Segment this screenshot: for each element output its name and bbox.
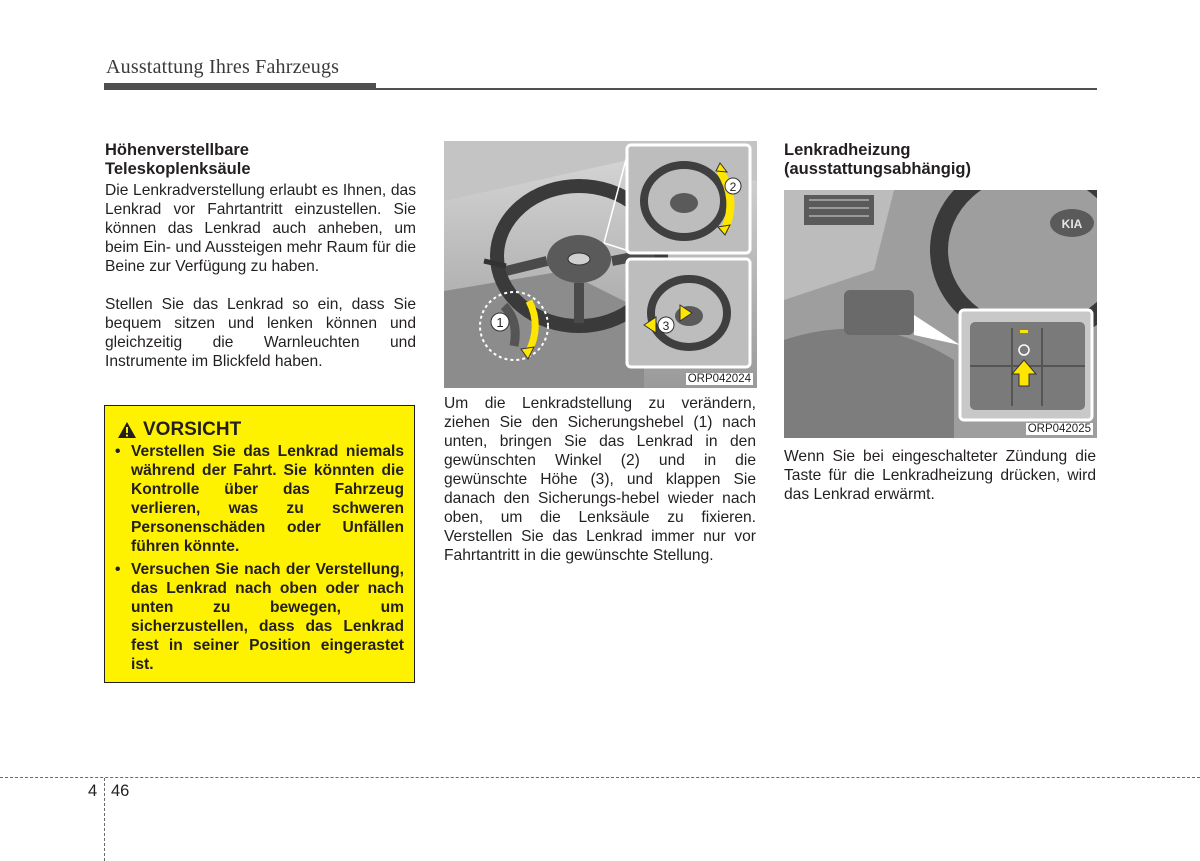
paragraph-heating: Wenn Sie bei eingeschalteter Zündung die Taste für die Lenkradheizung drücken, wird das Lenkrad erwärmt. xyxy=(784,448,1096,503)
footer-vertical-rule xyxy=(104,778,105,861)
heated-steering-illustration xyxy=(784,190,1097,438)
column-3-text xyxy=(784,447,1096,504)
heading-line-1: Lenkradheizung xyxy=(784,141,911,159)
paragraph-adjust: Stellen Sie das Lenkrad so ein, dass Sie bequem sitzen und lenken können und gleichzeitig die Warnleuchten und Instrumente im Blickfeld haben. xyxy=(105,296,416,370)
caution-box xyxy=(104,405,415,683)
figure-code: ORP042024 xyxy=(687,373,751,385)
caution-item-2: • Versuchen Sie nach der Verstellung, das Lenkrad nach oben oder nach unten zu bewegen, um sicherzustellen, dass das Lenkrad fest in seiner Position eingerastet ist. xyxy=(115,560,404,674)
section-heading-steering-column xyxy=(105,141,416,179)
footer-chapter-number: 4 xyxy=(88,782,98,800)
footer-page-number: 46 xyxy=(111,782,130,800)
caution-item-1: • Verstellen Sie das Lenkrad niemals während der Fahrt. Sie könnten die Kontrolle über das Fahrzeug verlieren, was zu schweren Personenschäden oder Unfällen führen könnte. xyxy=(115,442,404,556)
caution-title xyxy=(115,420,404,439)
figure-steering-adjustment xyxy=(444,141,757,388)
caution-list xyxy=(115,442,404,674)
figure-code: ORP042025 xyxy=(1027,423,1091,435)
header-rule-thin xyxy=(104,88,1097,90)
heading-line-2: (ausstattungsabhängig) xyxy=(784,160,972,178)
paragraph-intro: Die Lenkradverstellung erlaubt es Ihnen, das Lenkrad vor Fahrtantritt einzustellen. Sie können das Lenkrad auch anheben, um beim Ein- und Aussteigen mehr Raum für die Beine zur Verfügung zu haben. xyxy=(105,182,416,275)
steering-wheel-illustration xyxy=(444,141,757,388)
figure-heated-steering-button xyxy=(784,190,1097,438)
callout-3: 3 xyxy=(662,319,670,333)
page-header-title: Ausstattung Ihres Fahrzeugs xyxy=(106,56,340,78)
callout-1: 1 xyxy=(496,315,504,330)
column-3 xyxy=(784,141,1096,181)
paragraph-adjust-procedure: Um die Lenkradstellung zu verändern, ziehen Sie den Sicherungshebel (1) nach unten, bringen Sie das Lenkrad in den gewünschten Winkel (2) und in die gewünschte Höhe (3), und klappen Sie danach den Sicherungs-hebel wieder nach oben, um die Lenksäule zu fixieren. Verstellen Sie das Lenkrad immer nur vor Fahrtantritt in die gewünschte Stellung. xyxy=(444,395,756,564)
warning-triangle-icon xyxy=(117,421,137,439)
column-2 xyxy=(444,394,756,565)
section-heading-steering-heating xyxy=(784,141,1096,179)
column-1 xyxy=(105,141,416,371)
heading-line-1: Höhenverstellbare xyxy=(105,141,249,159)
caution-title-text: VORSICHT xyxy=(143,419,242,440)
heading-line-2: Teleskoplenksäule xyxy=(105,160,251,178)
kia-logo: KIA xyxy=(1061,217,1083,231)
callout-2: 2 xyxy=(729,180,737,194)
footer-dashed-rule xyxy=(0,777,1200,778)
